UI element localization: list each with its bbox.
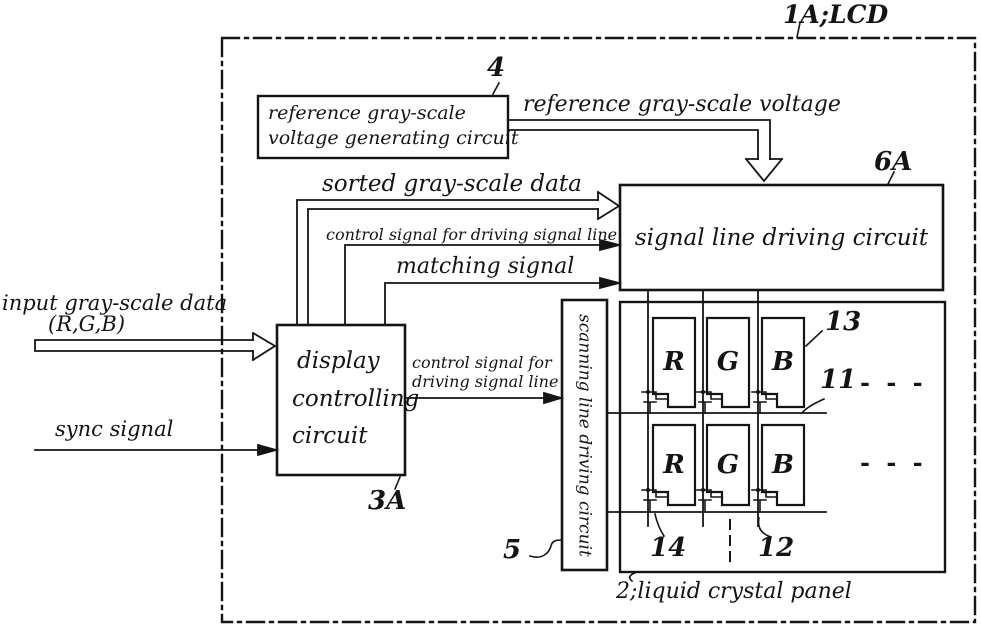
reference-box-numeral: 4 <box>487 53 506 83</box>
pixel-g-row2: G <box>716 450 740 480</box>
row2-continuation-dashes: - - - <box>860 448 927 477</box>
pixel-b-row2: B <box>772 450 794 480</box>
pixel-g-row1: G <box>716 347 740 377</box>
ref-voltage-signal-label: reference gray-scale voltage <box>523 92 841 117</box>
input-data-label-line1: input gray-scale data <box>2 291 228 315</box>
tft-numeral-14: 14 <box>650 533 687 563</box>
lcd-frame-label: 1A;LCD <box>783 0 889 29</box>
panel-label: 2;liquid crystal panel <box>616 579 852 604</box>
scan-driver-label: scanning line driving circuit <box>574 313 595 557</box>
display-controller-label-line1: display <box>297 348 380 374</box>
signal-line-numeral-12: 12 <box>758 533 795 563</box>
display-controller-numeral: 3A <box>368 486 407 516</box>
ctrl-signal-top-label: control signal for driving signal line <box>326 225 618 244</box>
scan-line-numeral-11: 11 <box>820 365 857 395</box>
pixel-b-row1: B <box>772 347 794 377</box>
reference-box-label-line1: reference gray-scale <box>268 102 466 124</box>
ctrl-signal-mid-arrow <box>405 393 561 403</box>
input-data-arrow <box>35 333 275 360</box>
scan-driver-numeral: 5 <box>503 535 522 565</box>
sync-signal-label: sync signal <box>55 417 174 441</box>
matching-signal-label: matching signal <box>396 254 575 279</box>
signal-driver-numeral: 6A <box>874 147 913 177</box>
sync-signal-arrow <box>35 445 276 455</box>
ctrl-signal-mid-label-line1: control signal for <box>412 353 552 372</box>
input-data-label-line2: (R,G,B) <box>48 312 126 336</box>
pixel-r-row1: R <box>663 347 685 377</box>
reference-box-label-line2: voltage generating circuit <box>268 127 519 149</box>
display-controller-label-line2: controlling <box>292 386 420 412</box>
pixel-numeral-13: 13 <box>825 307 862 337</box>
row1-continuation-dashes: - - - <box>860 368 927 397</box>
ctrl-signal-mid-label-line2: driving signal line <box>412 372 559 391</box>
display-controller-label-line3: circuit <box>292 423 368 449</box>
sorted-data-signal-label: sorted gray-scale data <box>322 171 582 197</box>
pixel-r-row2: R <box>663 450 685 480</box>
signal-driver-label: signal line driving circuit <box>634 225 929 251</box>
